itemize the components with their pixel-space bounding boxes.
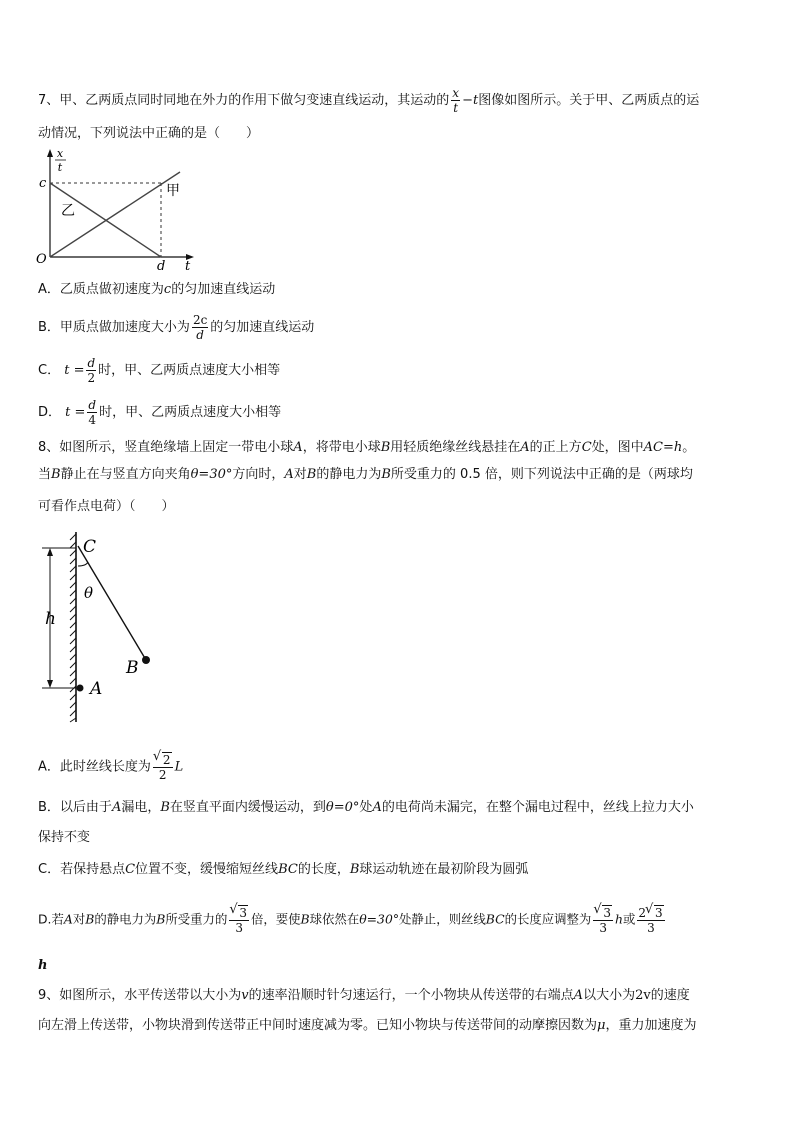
svg-text:t: t [57, 161, 63, 174]
svg-text:O: O [36, 252, 47, 267]
q8-option-a[interactable]: A．此时丝线长度为 √ $\frac{2}{2}$ L [38, 752, 183, 782]
q7-x-over-t: $\frac{x}{t}$ [452, 86, 460, 115]
q8-option-b-line2: 保持不变 [38, 830, 91, 845]
q8-stem-line1: 8、如图所示，竖直绝缘墙上固定一带电小球A，将带电小球B用轻质绝缘丝线悬挂在A的正上方C处，图中AC=h。 [38, 440, 696, 455]
svg-text:θ: θ [84, 584, 94, 602]
svg-text:A: A [90, 679, 103, 699]
q7-option-c[interactable]: C． t = $\frac{d}{2}$ 时，甲、乙两质点速度大小相等 [38, 356, 281, 385]
q8-wall-pendulum-figure [36, 528, 166, 723]
ball-a [77, 685, 84, 692]
q8-option-d-line1[interactable]: D.若A对B的静电力为B所受重力的 √ $\frac{3}{3}$ 倍，要使B球依然在θ=30°处静止，则丝线BC的长度应调整为 √ $\frac{3}{3}$ h或 $\frac{2√ 3}{3}$ [38, 905, 667, 935]
svg-text:c: c [39, 176, 47, 191]
svg-text:C: C [83, 537, 97, 557]
q7-option-d[interactable]: D． t = $\frac{d}{4}$ 时，甲、乙两质点速度大小相等 [38, 398, 282, 427]
q7-option-a[interactable]: A．乙质点做初速度为c的匀加速直线运动 [38, 282, 276, 297]
q9-stem-line1: 9、如图所示，水平传送带以大小为v的速率沿顺时针匀速运行，一个小物块从传送带的右端点A以大小为2v的速度 [38, 988, 690, 1003]
q8-stem-line2: 当B静止在与竖直方向夹角θ=30°方向时，A对B的静电力为B所受重力的 0.5 倍，则下列说法中正确的是（两球均 [38, 467, 693, 482]
svg-text:x: x [56, 147, 64, 160]
svg-text:d: d [157, 259, 166, 274]
svg-text:B: B [126, 658, 139, 678]
string-bc [78, 546, 146, 660]
q8-option-b-line1[interactable]: B．以后由于A漏电，B在竖直平面内缓慢运动，到θ=0°处A的电荷尚未漏完，在整个漏电过程中，丝线上拉力大小 [38, 800, 694, 815]
q8-option-d-line2: h [38, 958, 48, 973]
svg-text:乙: 乙 [61, 203, 75, 219]
q7-xt-t-graph [30, 145, 200, 275]
svg-text:甲: 甲 [166, 183, 180, 199]
q7-option-b[interactable]: B．甲质点做加速度大小为 $\frac{2c}{d}$ 的匀加速直线运动 [38, 313, 315, 342]
q7-number: 7、 [38, 93, 60, 108]
ball-b [142, 656, 150, 664]
q7-stem-line1: 7、甲、乙两质点同时同地在外力的作用下做匀变速直线运动，其运动的 $\frac{x}{t}$ −t图像如图所示。关于甲、乙两质点的运 [38, 86, 700, 115]
svg-text:t: t [185, 259, 191, 274]
q8-option-c[interactable]: C．若保持悬点C位置不变，缓慢缩短丝线BC的长度，B球运动轨迹在最初阶段为圆弧 [38, 862, 529, 877]
q7-stem-line2: 动情况，下列说法中正确的是（ ） [38, 126, 260, 141]
svg-text:h: h [45, 609, 56, 629]
q9-stem-line2: 向左滑上传送带，小物块滑到传送带正中间时速度减为零。已知小物块与传送带间的动摩擦因数为μ，重力加速度为 [38, 1018, 697, 1033]
q8-stem-line3: 可看作点电荷）（ ） [38, 499, 175, 514]
